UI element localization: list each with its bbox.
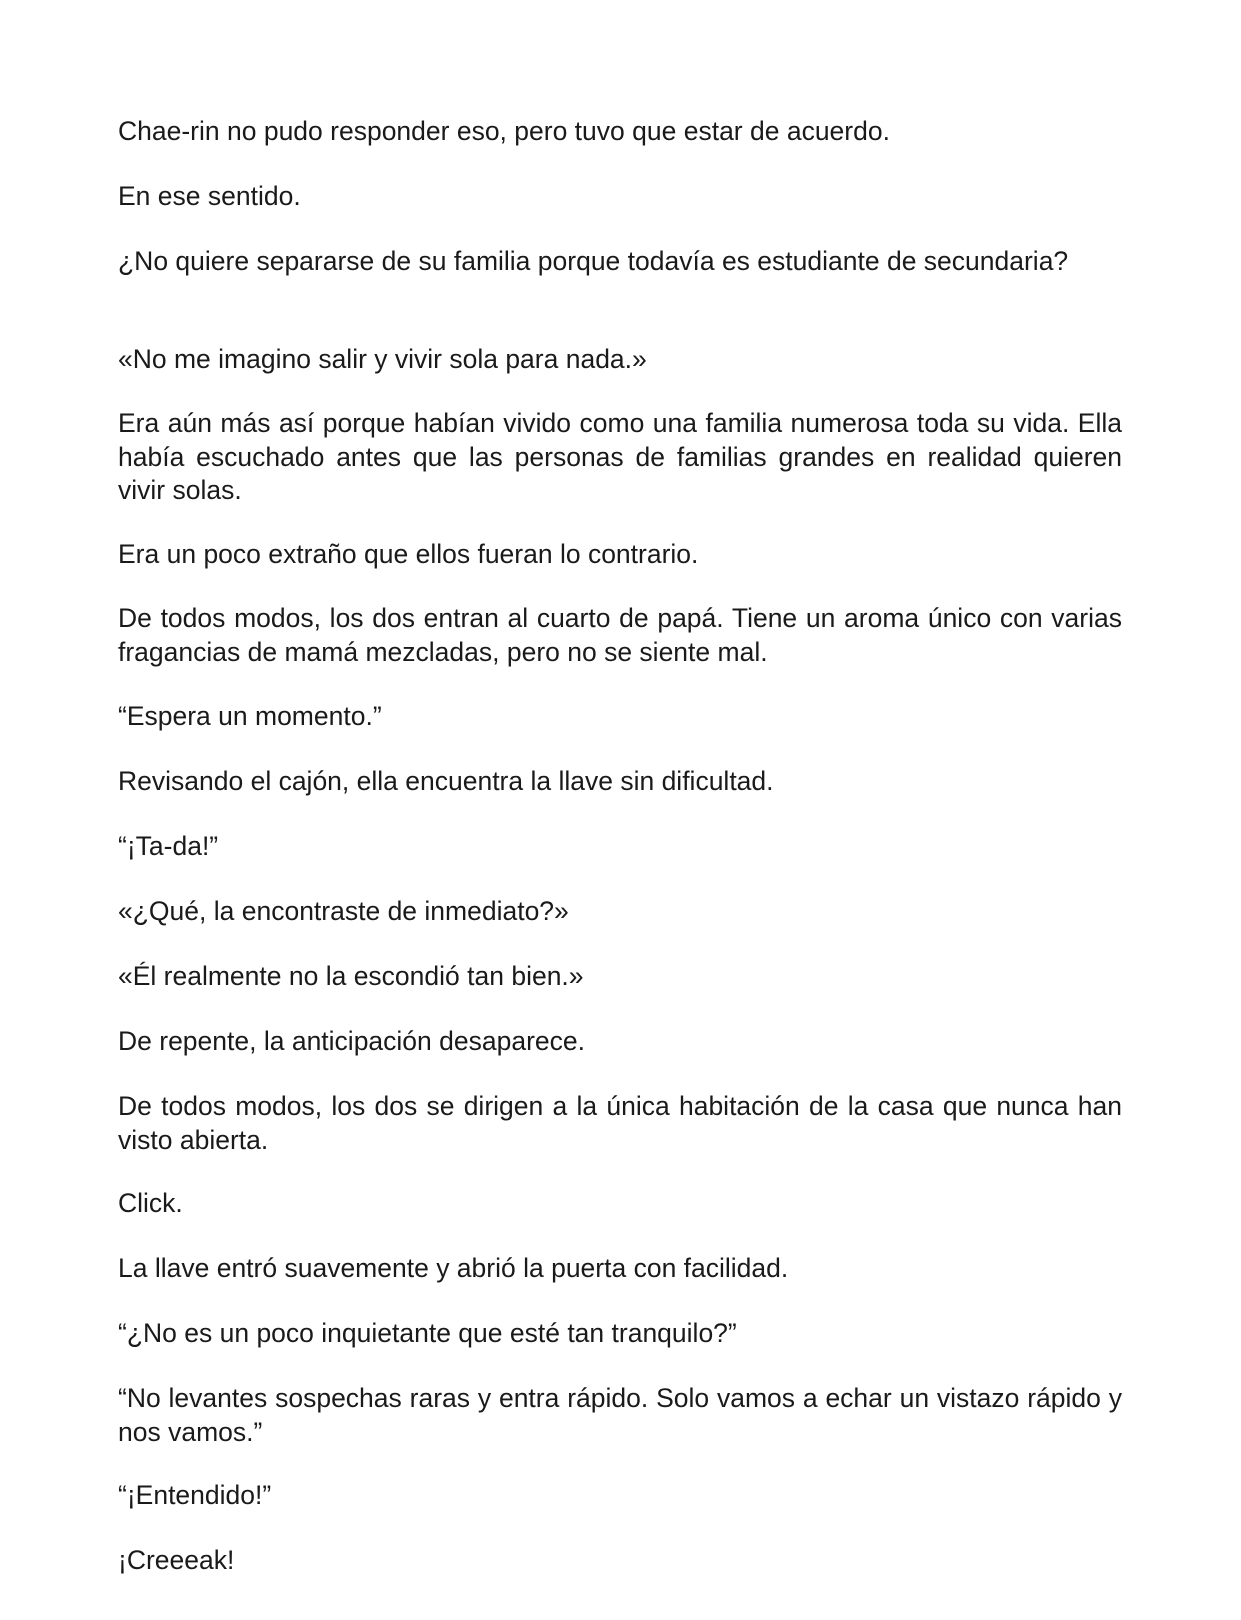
paragraph: «Él realmente no la escondió tan bien.»: [118, 961, 584, 991]
paragraph: “Espera un momento.”: [118, 701, 382, 731]
paragraph: En ese sentido.: [118, 181, 301, 211]
paragraph: Chae-rin no pudo responder eso, pero tuvo que estar de acuerdo.: [118, 116, 890, 146]
paragraph: “¡Ta-da!”: [118, 831, 219, 861]
paragraph: Era aún más así porque habían vivido como una familia numerosa toda su vida. Ella había escuchado antes que las personas de familias grandes en realidad quieren vivir solas.: [118, 408, 1122, 505]
paragraph: De repente, la anticipación desaparece.: [118, 1026, 585, 1056]
paragraph: “¡Entendido!”: [118, 1480, 272, 1510]
paragraph: De todos modos, los dos entran al cuarto de papá. Tiene un aroma único con varias fragancias de mamá mezcladas, pero no se siente mal.: [118, 603, 1122, 667]
paragraph: ¡Creeeak!: [118, 1545, 235, 1575]
paragraph: “¿No es un poco inquietante que esté tan tranquilo?”: [118, 1318, 737, 1348]
paragraph: Revisando el cajón, ella encuentra la llave sin dificultad.: [118, 766, 774, 796]
paragraph: “No levantes sospechas raras y entra rápido. Solo vamos a echar un vistazo rápido y nos vamos.”: [118, 1383, 1122, 1447]
paragraph: Click.: [118, 1188, 183, 1218]
paragraph: Era un poco extraño que ellos fueran lo contrario.: [118, 539, 699, 569]
paragraph: La llave entró suavemente y abrió la puerta con facilidad.: [118, 1253, 789, 1283]
paragraph: «No me imagino salir y vivir sola para nada.»: [118, 344, 647, 374]
paragraph: ¿No quiere separarse de su familia porque todavía es estudiante de secundaria?: [118, 246, 1069, 276]
paragraph: De todos modos, los dos se dirigen a la única habitación de la casa que nunca han visto abierta.: [118, 1091, 1122, 1155]
paragraph: «¿Qué, la encontraste de inmediato?»: [118, 896, 569, 926]
